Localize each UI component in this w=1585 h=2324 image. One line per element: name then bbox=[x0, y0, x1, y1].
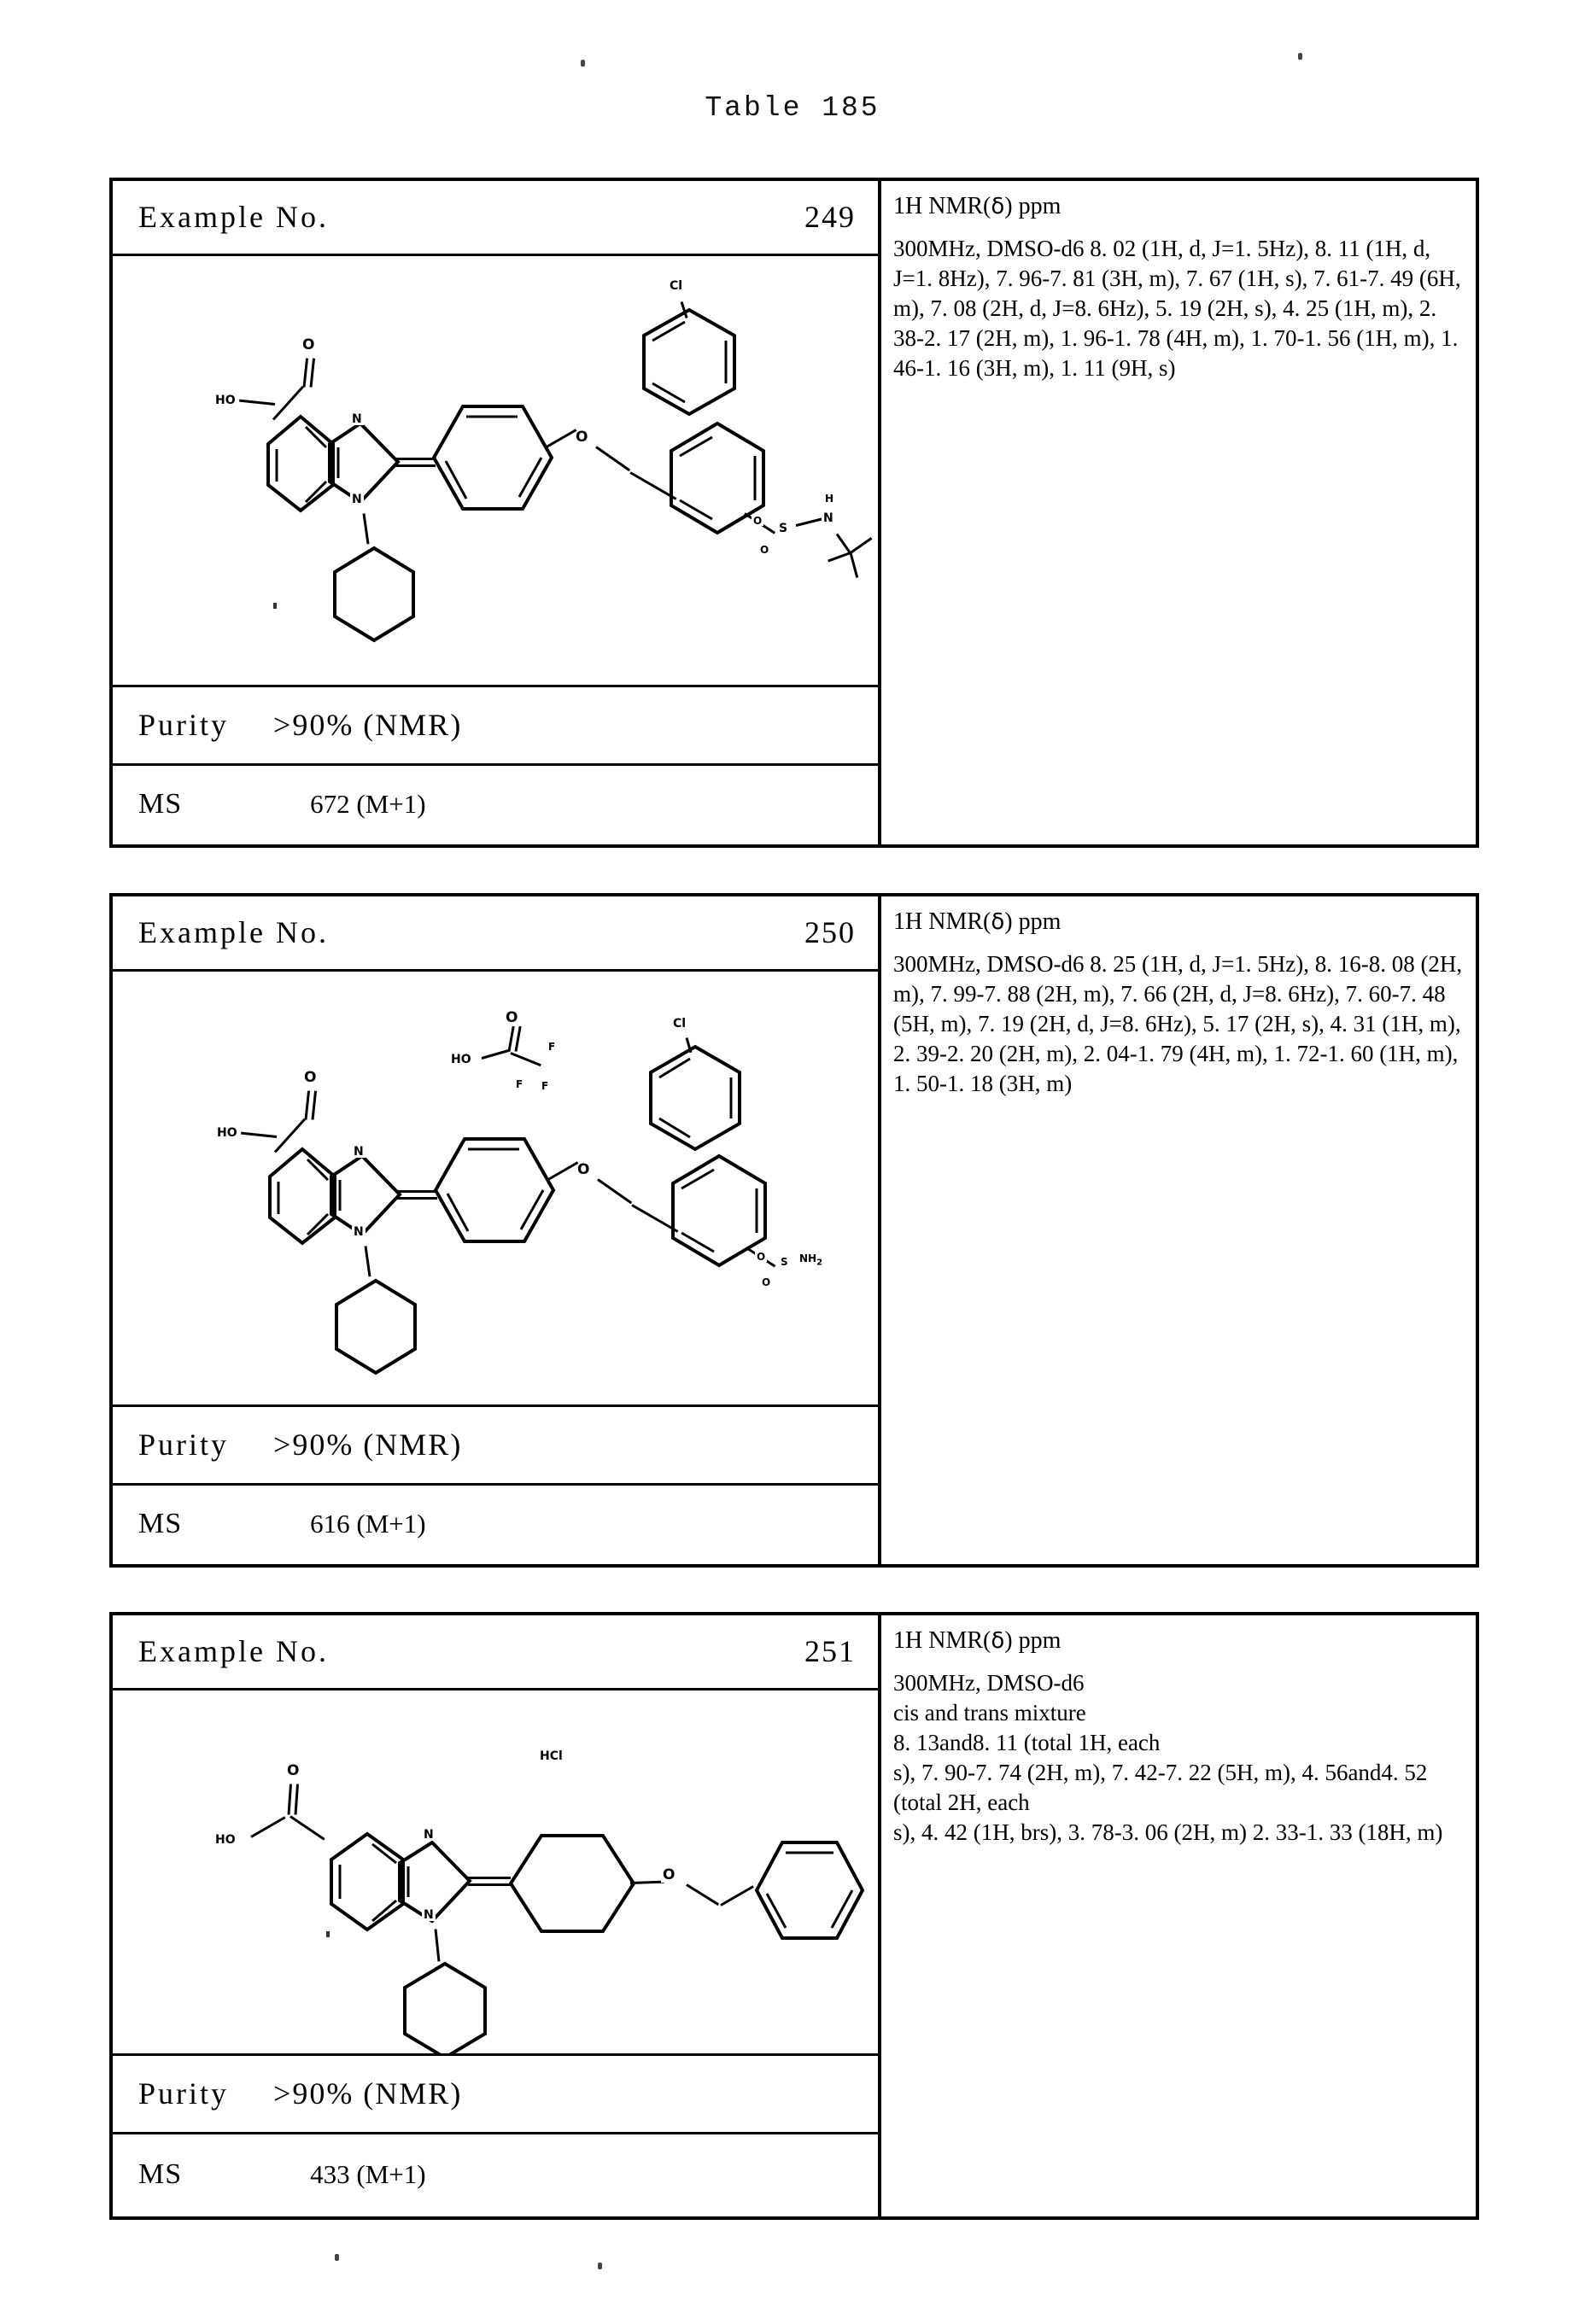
structure-diagram-250 bbox=[113, 972, 878, 1407]
bond-tfa-c-oh bbox=[482, 1049, 511, 1060]
atom-o-tfa: O bbox=[506, 1009, 518, 1026]
atom-o-carbonyl: O bbox=[302, 336, 315, 353]
scan-dot-structure bbox=[273, 603, 277, 609]
scan-speck-bottom-right bbox=[598, 2263, 602, 2269]
atom-cl: Cl bbox=[673, 1017, 687, 1031]
example-no-row-251 bbox=[113, 1615, 878, 1690]
cyclohexylene-ring bbox=[507, 1831, 637, 1936]
cyclohexyl-ring bbox=[326, 543, 422, 645]
purity-value: >90% (NMR) bbox=[273, 2076, 463, 2111]
purity-value: >90% (NMR) bbox=[273, 1427, 463, 1462]
atom-n-imidazole-1: N bbox=[352, 412, 362, 426]
bond-ch2-phenyl bbox=[720, 1885, 754, 1906]
nmr-header-prefix: 1H NMR( bbox=[893, 1627, 991, 1654]
cyclohexyl-ring bbox=[328, 1276, 424, 1378]
atom-n-imidazole-1: N bbox=[424, 1828, 434, 1842]
bond-carboxyl-co-2 bbox=[295, 1784, 300, 1814]
bond-tfa-co-2 bbox=[515, 1026, 522, 1052]
example-no-label: Example No. bbox=[138, 199, 329, 234]
ms-row-250 bbox=[113, 1486, 878, 1564]
bond-carboxyl-co bbox=[303, 359, 309, 388]
example-no-value: 249 bbox=[804, 199, 856, 234]
chlorophenyl-ring bbox=[634, 303, 745, 423]
bond-tfa-c-cf3 bbox=[510, 1052, 541, 1066]
atom-o-sulfonyl-2: O bbox=[760, 544, 769, 556]
ms-label: MS bbox=[138, 2158, 183, 2190]
nmr-header-250 bbox=[893, 908, 1467, 936]
atom-n-imidazole-3: N bbox=[424, 1908, 434, 1922]
structure-diagram-251 bbox=[113, 1690, 878, 2056]
bond-carboxyl-oh bbox=[241, 1132, 277, 1138]
delta-symbol: δ bbox=[991, 194, 1005, 219]
atom-s-sulfonyl: S bbox=[779, 522, 788, 535]
ms-value: 616 (M+1) bbox=[310, 1509, 426, 1539]
nmr-header-prefix: 1H NMR( bbox=[893, 193, 991, 219]
nmr-header-prefix: 1H NMR( bbox=[893, 908, 991, 935]
benzimidazole-benzo-ring bbox=[251, 412, 345, 516]
bond-tbu-1 bbox=[850, 537, 872, 554]
bond-n-cyclohexyl bbox=[365, 1246, 371, 1276]
atom-n-imidazole-1: N bbox=[354, 1145, 364, 1159]
atom-f-tfa-1: F bbox=[548, 1041, 556, 1053]
nmr-header-suffix: ) ppm bbox=[1004, 908, 1062, 935]
example-block-249 bbox=[109, 178, 1479, 848]
bond-ch2-o bbox=[597, 1178, 632, 1204]
scan-speck-top-right bbox=[1298, 53, 1302, 60]
bond-tbu-2 bbox=[850, 552, 859, 578]
bond-carboxyl-co-2 bbox=[312, 1091, 318, 1120]
purity-label: Purity bbox=[138, 707, 230, 742]
left-column-250 bbox=[113, 896, 881, 1564]
atom-n-imidazole-3: N bbox=[354, 1225, 364, 1239]
atom-n-sulfonamide: N bbox=[823, 511, 833, 525]
ms-label: MS bbox=[138, 1508, 183, 1539]
central-phenylene-ring bbox=[430, 401, 555, 514]
ms-value: 433 (M+1) bbox=[310, 2159, 426, 2189]
atom-ho: HO bbox=[217, 1126, 237, 1140]
atom-ho: HO bbox=[215, 1833, 236, 1847]
example-block-250 bbox=[109, 893, 1479, 1568]
benzyl-phenyl-ring bbox=[752, 1837, 866, 1945]
nmr-text-251: 300MHz, DMSO-d6 cis and trans mixture 8. 13and8. 11 (total 1H, each s), 7. 90-7. 74 (2H, m), 7. 42-7. 22 (5H, m), 4. 56and4. 52 (total 2H, each s), 4. 42 (1H, brs), 3. 78-3. 06 (2H, m) 2. 33-1. 33 (18H, m) bbox=[893, 1670, 1443, 1846]
nmr-text-250: 300MHz, DMSO-d6 8. 25 (1H, d, J=1. 5Hz), 8. 16-8. 08 (2H, m), 7. 99-7. 88 (2H, m), 7. 66 (2H, d, J=8. 6Hz), 7. 60-7. 48 (5H, m), 7. 19 (2H, d, J=8. 6Hz), 5. 17 (2H, s), 4. 31 (1H, m), 2. 39-2. 20 (2H, m), 2. 04-1. 79 (4H, m), 1. 72-1. 60 (1H, m), 1. 50-1. 18 (3H, m) bbox=[893, 951, 1463, 1097]
nmr-text-249: 300MHz, DMSO-d6 8. 02 (1H, d, J=1. 5Hz), 8. 11 (1H, d, J=1. 8Hz), 7. 96-7. 81 (3H, m), 7. 67 (1H, s), 7. 61-7. 49 (6H, m), 7. 08 (2H, d, J=8. 6Hz), 5. 19 (2H, s), 4. 25 (1H, m), 2. 38-2. 17 (2H, m), 1. 96-1. 78 (4H, m), 1. 70-1. 56 (1H, m), 1. 46-1. 16 (3H, m), 1. 11 (9H, s) bbox=[893, 236, 1461, 382]
example-no-row-250 bbox=[113, 896, 878, 972]
example-no-row-249 bbox=[113, 181, 878, 256]
atom-cl: Cl bbox=[670, 279, 683, 293]
nmr-header-suffix: ) ppm bbox=[1004, 193, 1062, 219]
delta-symbol: δ bbox=[991, 909, 1005, 935]
example-no-value: 250 bbox=[804, 914, 856, 949]
atom-ho-tfa: HO bbox=[451, 1053, 471, 1066]
example-no-value: 251 bbox=[804, 1633, 856, 1668]
nmr-column-251 bbox=[881, 1615, 1476, 2216]
atom-n-imidazole-3: N bbox=[352, 493, 362, 506]
bond-cyclohexyl-o bbox=[630, 1881, 664, 1884]
bond-o-ch2 bbox=[686, 1883, 719, 1906]
example-no-label: Example No. bbox=[138, 1633, 329, 1668]
bond-carboxyl-oh bbox=[250, 1816, 285, 1838]
atom-o-carbonyl: O bbox=[304, 1069, 317, 1086]
atom-f-tfa-2: F bbox=[516, 1078, 523, 1090]
left-column-249 bbox=[113, 181, 881, 844]
bond-n-cyclohexyl bbox=[435, 1929, 441, 1961]
atom-o-sulfonyl-1: O bbox=[757, 1251, 766, 1263]
n-cyclohexyl-ring bbox=[396, 1959, 494, 2056]
bond-s-n bbox=[796, 517, 823, 527]
ms-value: 672 (M+1) bbox=[310, 789, 426, 819]
bond-carboxyl-co bbox=[288, 1784, 293, 1814]
atom-f-tfa-3: F bbox=[541, 1080, 549, 1092]
bond-carboxyl-co-2 bbox=[310, 359, 316, 388]
nmr-header-249 bbox=[893, 193, 1467, 220]
purity-row-251 bbox=[113, 2056, 878, 2134]
nmr-column-249 bbox=[881, 181, 1476, 844]
ms-row-251 bbox=[113, 2134, 878, 2216]
scan-speck-bottom bbox=[335, 2254, 339, 2261]
atom-o-ether: O bbox=[576, 429, 588, 446]
atom-ho: HO bbox=[215, 394, 236, 407]
ms-row-249 bbox=[113, 766, 878, 844]
bond-carboxyl-co bbox=[305, 1091, 311, 1120]
atom-o-sulfonyl-2: O bbox=[762, 1276, 771, 1288]
purity-row-250 bbox=[113, 1407, 878, 1486]
left-column-251 bbox=[113, 1615, 881, 2216]
delta-symbol: δ bbox=[991, 1628, 1005, 1654]
scan-speck-top-left bbox=[581, 60, 585, 67]
bond-imidazole-cyclohexane-2 bbox=[468, 1883, 511, 1886]
central-phenylene-ring bbox=[432, 1134, 557, 1247]
chlorophenyl-ring bbox=[640, 1040, 750, 1158]
page-title: Table 185 bbox=[705, 92, 880, 124]
atom-h-sulfonamide: H bbox=[825, 493, 834, 505]
benzimidazole-imidazole-ring bbox=[396, 1832, 480, 1930]
atom-s-sulfonyl: S bbox=[781, 1256, 788, 1268]
purity-value: >90% (NMR) bbox=[273, 707, 463, 742]
example-block-251 bbox=[109, 1612, 1479, 2220]
purity-label: Purity bbox=[138, 2076, 230, 2111]
purity-label: Purity bbox=[138, 1427, 230, 1462]
nmr-header-251 bbox=[893, 1627, 1467, 1655]
bond-ch2-o bbox=[595, 446, 630, 471]
benzimidazole-benzo-ring bbox=[253, 1144, 347, 1248]
atom-nh2-sulfonamide: $NH_2$ bbox=[799, 1253, 823, 1268]
bond-tbu-3 bbox=[828, 552, 851, 562]
bond-carboxyl-oh bbox=[239, 400, 275, 406]
ms-label: MS bbox=[138, 788, 183, 820]
bond-imidazole-cyclohexane bbox=[468, 1877, 511, 1879]
atom-o-benzyl-ether: O bbox=[663, 1866, 676, 1883]
scan-dot-nmr-251 bbox=[326, 1931, 330, 1937]
example-no-label: Example No. bbox=[138, 914, 329, 949]
nmr-column-250 bbox=[881, 896, 1476, 1564]
atom-hcl: HCl bbox=[540, 1749, 563, 1763]
structure-diagram-249 bbox=[113, 256, 878, 687]
purity-row-249 bbox=[113, 687, 878, 766]
atom-o-carbonyl: O bbox=[287, 1762, 300, 1779]
atom-o-ether: O bbox=[577, 1161, 590, 1178]
atom-o-sulfonyl-1: O bbox=[753, 515, 763, 527]
bond-tfa-co bbox=[508, 1026, 515, 1052]
bond-n-cyclohexyl bbox=[363, 513, 370, 544]
nmr-header-suffix: ) ppm bbox=[1004, 1627, 1062, 1654]
